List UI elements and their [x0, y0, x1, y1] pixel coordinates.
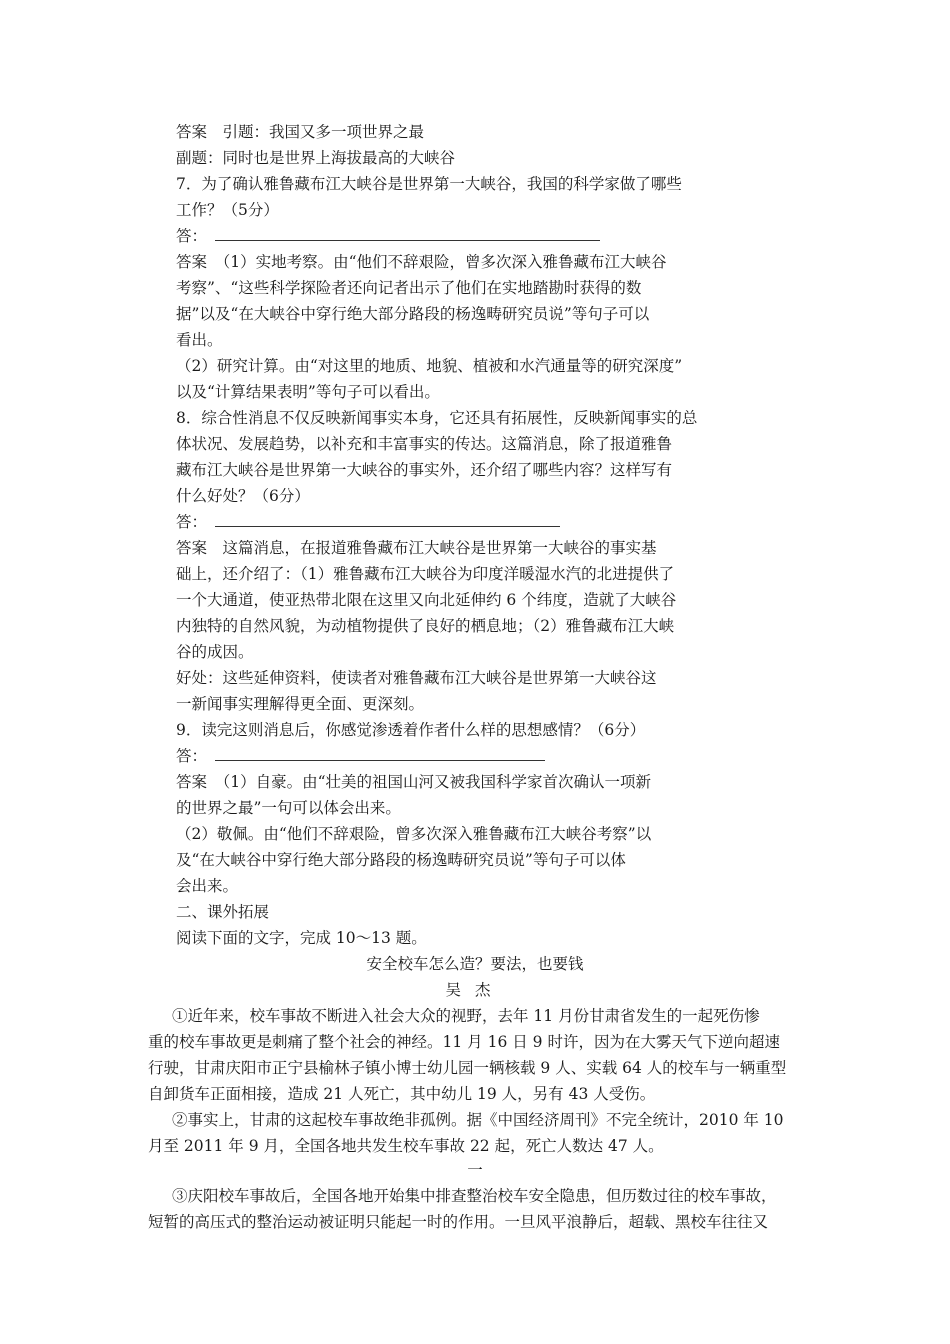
- answer-blank-8: [176, 512, 560, 532]
- answer-8-line: 答案 这篇消息，在报道雅鲁藏布江大峡谷是世界第一大峡谷的事实基: [176, 539, 657, 557]
- answer-intro-title: 答案 引题：我国又多一项世界之最: [176, 123, 425, 141]
- answer-label: 答：: [176, 513, 208, 531]
- answer-underline: [215, 514, 560, 527]
- question-8-line: 8．综合性消息不仅反映新闻事实本身，它还具有拓展性，反映新闻事实的总: [176, 409, 698, 427]
- answer-label: 答：: [176, 747, 208, 765]
- answer-8-line: 谷的成因。: [176, 643, 254, 661]
- answer-blank-9: [176, 746, 545, 766]
- section-heading: 二、课外拓展: [176, 903, 270, 921]
- answer-8-line: 内独特的自然风貌，为动植物提供了良好的栖息地；（2）雅鲁藏布江大峡: [176, 617, 675, 635]
- answer-9-line: 及“在大峡谷中穿行绝大部分路段的杨逸畴研究员说”等句子可以体: [176, 851, 626, 869]
- answer-9-line: （2）敬佩。由“他们不辞艰险，曾多次深入雅鲁藏布江大峡谷考察”以: [176, 825, 652, 843]
- paragraph-line: 月至 2011 年 9 月，全国各地共发生校车事故 22 起，死亡人数达 47 人。: [148, 1137, 664, 1155]
- answer-subtitle: 副题：同时也是世界上海拔最高的大峡谷: [176, 149, 456, 167]
- answer-7-line: （2）研究计算。由“对这里的地质、地貌、植被和水汽通量等的研究深度”: [176, 357, 683, 375]
- paragraph-line: 重的校车事故更是刺痛了整个社会的神经。11 月 16 日 9 时许，因为在大雾天气下逆向超速: [148, 1033, 780, 1051]
- answer-underline: [215, 748, 545, 761]
- answer-8-line: 一新闻事实理解得更全面、更深刻。: [176, 695, 425, 713]
- answer-7-line: 考察”、“这些科学探险者还向记者出示了他们在实地踏勘时获得的数: [176, 279, 642, 297]
- answer-8-line: 好处：这些延伸资料，使读者对雅鲁藏布江大峡谷是世界第一大峡谷这: [176, 669, 657, 687]
- question-7-line: 工作？（5分）: [176, 201, 279, 219]
- answer-7-line: 看出。: [176, 331, 223, 349]
- answer-7-line: 答案 （1）实地考察。由“他们不辞艰险，曾多次深入雅鲁藏布江大峡谷: [176, 253, 667, 271]
- answer-9-line: 答案 （1）自豪。由“壮美的祖国山河又被我国科学家首次确认一项新: [176, 773, 652, 791]
- answer-8-line: 础上，还介绍了：（1）雅鲁藏布江大峡谷为印度洋暖湿水汽的北进提供了: [176, 565, 675, 583]
- question-8-line: 体状况、发展趋势，以补充和丰富事实的传达。这篇消息，除了报道雅鲁: [176, 435, 673, 453]
- article-title: 安全校车怎么造？要法，也要钱: [366, 955, 584, 973]
- question-9-line: 9．读完这则消息后，你感觉渗透着作者什么样的思想感情？（6分）: [176, 721, 646, 739]
- answer-blank-7: [176, 226, 600, 246]
- paragraph-line: 短暂的高压式的整治运动被证明只能起一时的作用。一旦风平浪静后，超载、黑校车往往又: [148, 1213, 769, 1231]
- article-author: 吴杰: [445, 981, 505, 999]
- answer-7-line: 据”以及“在大峡谷中穿行绝大部分路段的杨逸畴研究员说”等句子可以: [176, 305, 650, 323]
- answer-9-line: 会出来。: [176, 877, 239, 895]
- paragraph-line: ③庆阳校车事故后，全国各地开始集中排查整治校车安全隐患，但历数过往的校车事故，: [172, 1187, 777, 1205]
- paragraph-line: ②事实上，甘肃的这起校车事故绝非孤例。据《中国经济周刊》不完全统计，2010 年 10: [172, 1111, 784, 1129]
- question-8-line: 藏布江大峡谷是世界第一大峡谷的事实外，还介绍了哪些内容？这样写有: [176, 461, 673, 479]
- question-8-line: 什么好处？（6分）: [176, 487, 310, 505]
- paragraph-line: ①近年来，校车事故不断进入社会大众的视野，去年 11 月份甘肃省发生的一起死伤惨: [172, 1007, 760, 1025]
- answer-8-line: 一个大通道，使亚热带北限在这里又向北延伸约 6 个纬度，造就了大峡谷: [176, 591, 677, 609]
- answer-label: 答：: [176, 227, 208, 245]
- answer-7-line: 以及“计算结果表明”等句子可以看出。: [176, 383, 440, 401]
- reading-prompt: 阅读下面的文字，完成 10～13 题。: [176, 929, 427, 947]
- paragraph-line: 行驶，甘肃庆阳市正宁县榆林子镇小博士幼儿园一辆核载 9 人、实载 64 人的校车与一辆重型: [148, 1059, 787, 1077]
- section-mark: 一: [467, 1161, 483, 1179]
- paragraph-line: 自卸货车正面相接，造成 21 人死亡，其中幼儿 19 人，另有 43 人受伤。: [148, 1085, 656, 1103]
- answer-9-line: 的世界之最”一句可以体会出来。: [176, 799, 401, 817]
- question-7-line: 7．为了确认雅鲁藏布江大峡谷是世界第一大峡谷，我国的科学家做了哪些: [176, 175, 682, 193]
- answer-underline: [215, 228, 600, 241]
